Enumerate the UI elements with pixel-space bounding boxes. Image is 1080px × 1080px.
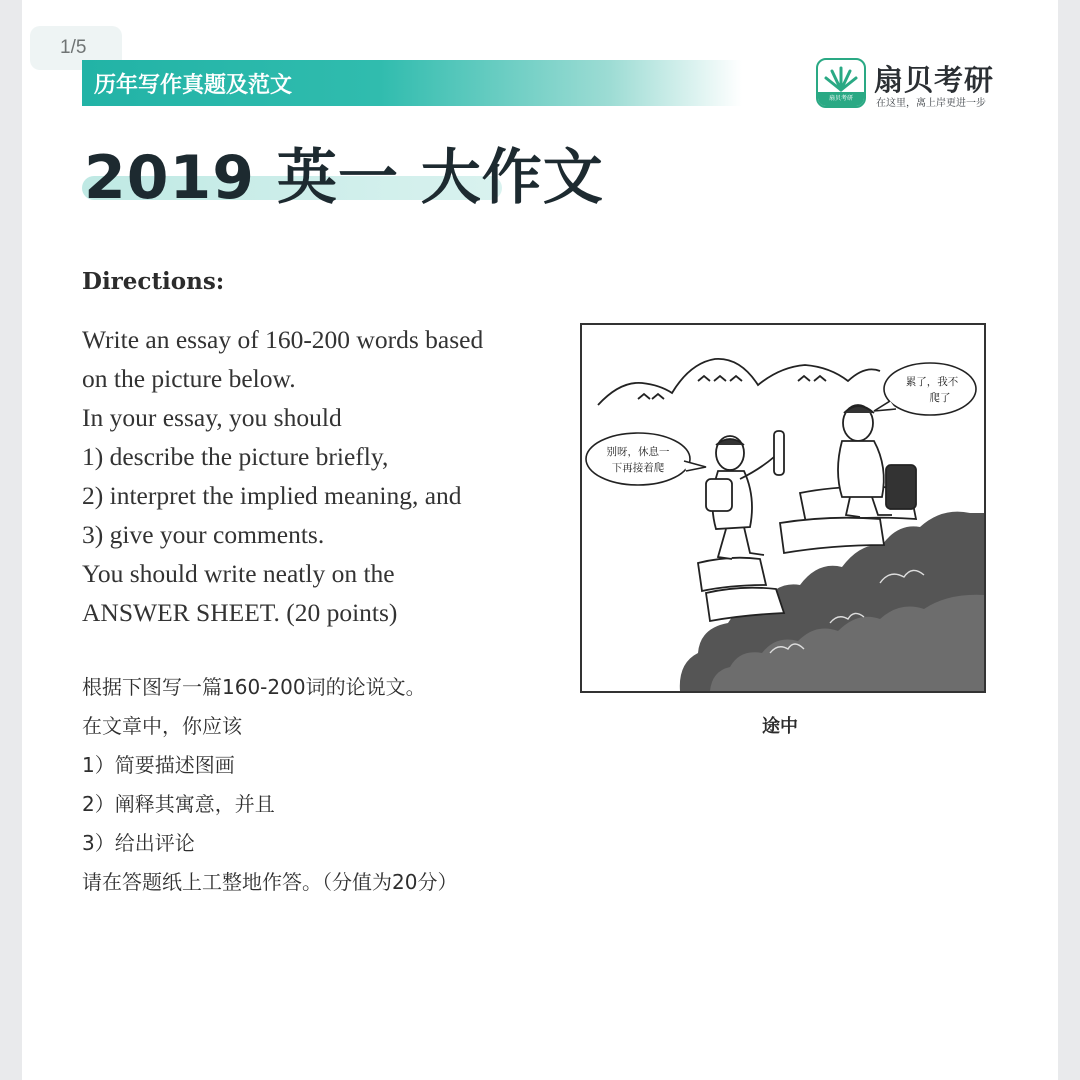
- instruction-line: 3) give your comments.: [82, 520, 325, 549]
- brand-name: 扇贝考研: [874, 63, 995, 97]
- instruction-line-zh: 在文章中，你应该: [82, 714, 242, 738]
- instruction-line: 1) describe the picture briefly,: [82, 442, 389, 471]
- instruction-line: 2) interpret the implied meaning, and: [82, 481, 462, 510]
- shanbay-logo-icon: [816, 58, 866, 108]
- instruction-line: In your essay, you should: [82, 403, 342, 432]
- instruction-line: on the picture below.: [82, 364, 296, 393]
- page-title: 2019 英一 大作文: [84, 143, 604, 213]
- speech-bubble-left: [586, 433, 690, 485]
- section-banner: [82, 60, 742, 106]
- speech-bubble-right: [884, 363, 976, 415]
- instruction-line: Write an essay of 160-200 words based: [82, 325, 484, 354]
- brand-slogan: 在这里，离上岸更进一步: [876, 98, 986, 109]
- instruction-line-zh: 根据下图写一篇160-200词的论说文。: [82, 675, 426, 699]
- instruction-line: ANSWER SHEET. (20 points): [82, 598, 398, 627]
- page-indicator: 1/5: [30, 26, 122, 70]
- section-banner-label: 历年写作真题及范文: [94, 73, 293, 98]
- instruction-line-zh: 1）简要描述图画: [82, 753, 235, 777]
- brand: [816, 58, 1016, 110]
- instruction-line-zh: 3）给出评论: [82, 831, 195, 855]
- cartoon-caption: 途中: [762, 716, 798, 737]
- logo-base-text: 扇贝考研: [818, 92, 864, 106]
- bubble-left-text-1: 别呀，休息一: [606, 446, 670, 458]
- bubble-right-text-2: 爬了: [929, 392, 951, 404]
- instruction-line-zh: 2）阐释其寓意，并且: [82, 792, 275, 816]
- directions-heading: Directions:: [82, 268, 225, 295]
- shell-rays-icon: [818, 60, 864, 94]
- cartoon-illustration: [580, 323, 986, 693]
- instruction-line-zh: 请在答题纸上工整地作答。（分值为20分）: [82, 870, 458, 894]
- instruction-line: You should write neatly on the: [82, 559, 395, 588]
- english-instructions: [82, 320, 552, 632]
- chinese-instructions: [82, 668, 562, 902]
- bubble-left-text-2: 下再接着爬: [611, 462, 665, 474]
- bubble-right-text-1: 累了，我不: [905, 376, 959, 388]
